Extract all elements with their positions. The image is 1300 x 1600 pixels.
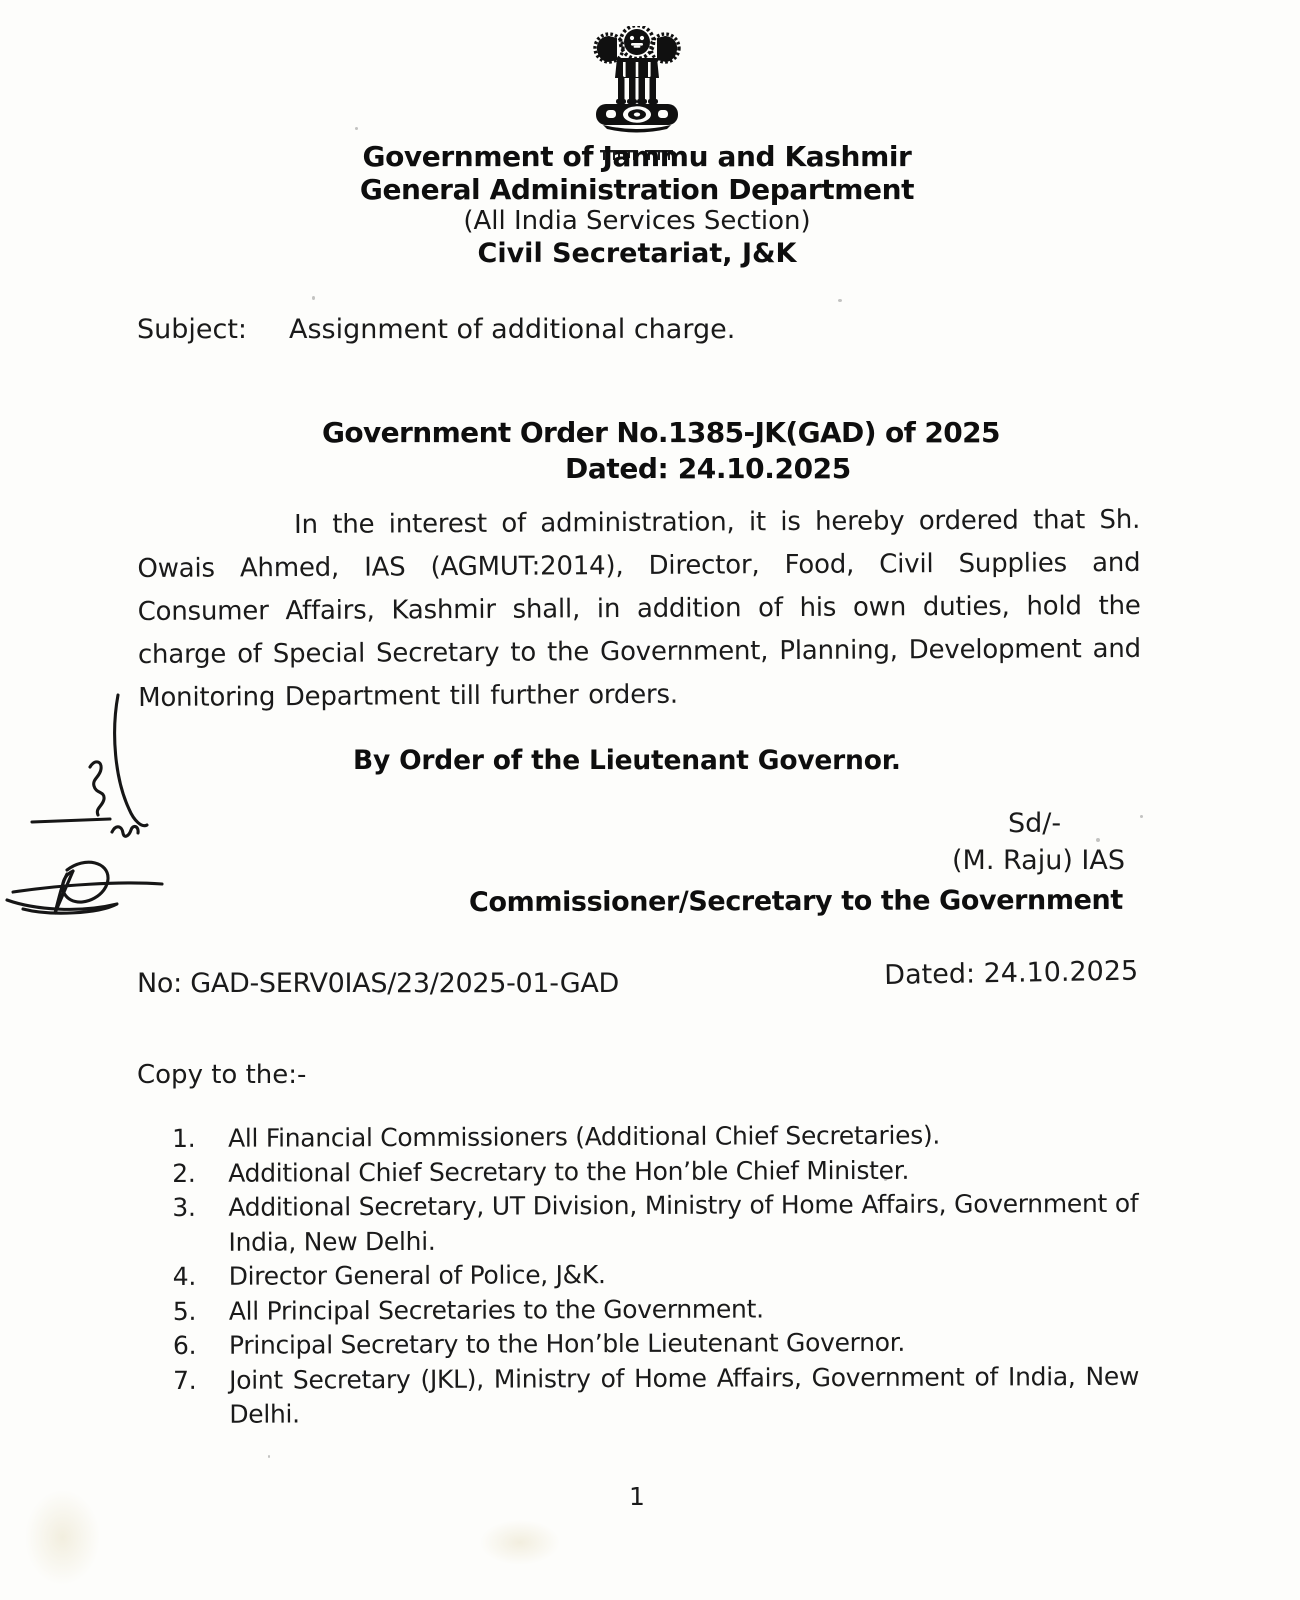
list-item bbox=[173, 1359, 1143, 1432]
scan-speck bbox=[838, 299, 842, 302]
order-body-paragraph: In the interest of administration, it is hereby ordered that Sh. Owais Ahmed, IAS (AGMUT:2014), Director, Food, Civil Supplies and Consumer Affairs, Kashmir shall, in addition of his own duties, hold the charge of Special Secretary to the Government, Planning, Development and Monitoring Department till further orders. bbox=[137, 504, 1141, 713]
sd-notation: Sd/- bbox=[1008, 808, 1062, 839]
subject-text: Assignment of additional charge. bbox=[289, 314, 736, 345]
scan-smudge bbox=[480, 1520, 560, 1565]
scan-speck bbox=[1140, 815, 1143, 818]
order-title: Government Order No.1385-JK(GAD) of 2025 bbox=[322, 416, 1000, 449]
list-item-number: 2. bbox=[172, 1158, 196, 1188]
reference-number: No: GAD-SERV0IAS/23/2025-01-GAD bbox=[137, 968, 620, 999]
copy-to-list bbox=[172, 1118, 1143, 1433]
authority-line: By Order of the Lieutenant Governor. bbox=[353, 745, 901, 776]
scan-speck bbox=[312, 296, 315, 300]
list-item-text: Additional Secretary, UT Division, Ministry of Home Affairs, Government of India, New Delhi. bbox=[228, 1188, 1139, 1257]
list-item-text: Principal Secretary to the Hon’ble Lieutenant Governor. bbox=[228, 1327, 906, 1360]
reference-date: Dated: 24.10.2025 bbox=[884, 955, 1139, 991]
org-name: Government of Jammu and Kashmir bbox=[362, 140, 912, 173]
list-item-number: 1. bbox=[172, 1123, 196, 1153]
subject-label: Subject: bbox=[137, 314, 248, 345]
signatory-name: (M. Raju) IAS bbox=[952, 845, 1126, 876]
list-item-number: 5. bbox=[172, 1296, 197, 1326]
signatory-designation: Commissioner/Secretary to the Government bbox=[468, 884, 1123, 919]
list-item-text: Director General of Police, J&K. bbox=[228, 1260, 606, 1291]
list-item-number: 4. bbox=[172, 1261, 197, 1291]
copy-to-heading: Copy to the:- bbox=[137, 1060, 307, 1090]
list-item bbox=[173, 1256, 1143, 1295]
scan-speck bbox=[268, 1455, 270, 1458]
list-item-text: All Financial Commissioners (Additional Chief Secretaries). bbox=[228, 1120, 941, 1153]
list-item-number: 3. bbox=[172, 1192, 196, 1222]
list-item bbox=[172, 1187, 1142, 1260]
list-item-number: 6. bbox=[172, 1330, 197, 1360]
india-national-emblem-icon bbox=[587, 26, 687, 146]
order-date: Dated: 24.10.2025 bbox=[565, 452, 851, 485]
list-item-number: 7. bbox=[173, 1365, 197, 1395]
list-item-text: Additional Chief Secretary to the Hon’ble Chief Minister. bbox=[228, 1155, 910, 1188]
section-name: (All India Services Section) bbox=[463, 206, 811, 236]
department-name: General Administration Department bbox=[359, 173, 915, 206]
scan-speck bbox=[1096, 838, 1100, 842]
list-item bbox=[172, 1152, 1142, 1191]
scan-speck bbox=[884, 1178, 887, 1181]
page-number: 1 bbox=[629, 1482, 645, 1511]
list-item bbox=[173, 1290, 1143, 1329]
list-item-text: All Principal Secretaries to the Government. bbox=[228, 1293, 764, 1326]
secretariat-name: Civil Secretariat, J&K bbox=[477, 238, 797, 269]
list-item bbox=[172, 1118, 1142, 1157]
list-item-text: Joint Secretary (JKL), Ministry of Home Affairs, Government of India, New Delhi. bbox=[229, 1361, 1140, 1429]
scan-smudge bbox=[25, 1490, 100, 1585]
list-item bbox=[173, 1325, 1143, 1364]
scan-speck bbox=[355, 127, 358, 130]
handwritten-signature bbox=[5, 685, 185, 935]
